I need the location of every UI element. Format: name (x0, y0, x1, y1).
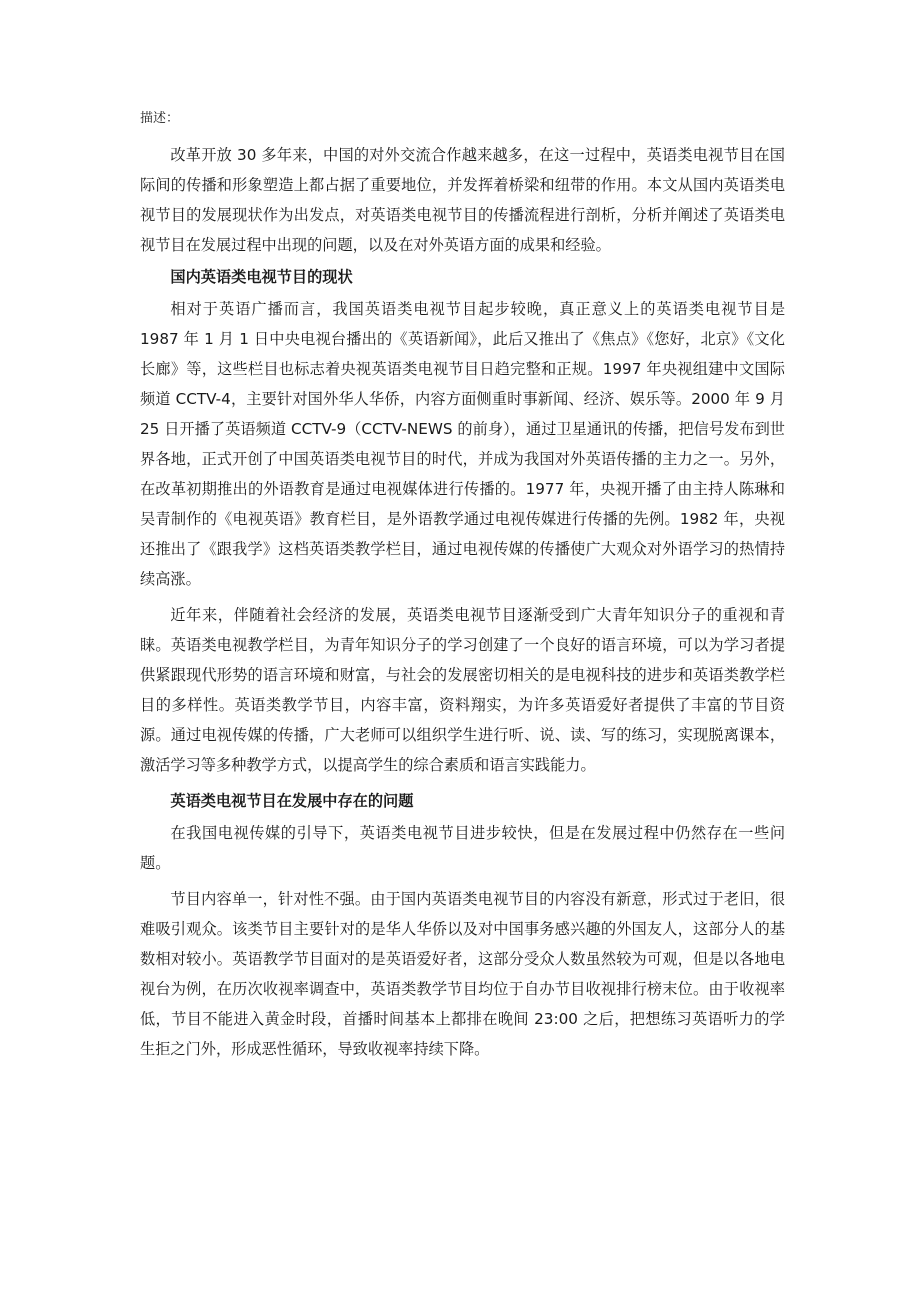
document-page (140, 108, 785, 1064)
status-paragraph-2: 近年来，伴随着社会经济的发展，英语类电视节目逐渐受到广大青年知识分子的重视和青睐。英语类电视教学栏目，为青年知识分子的学习创建了一个良好的语言环境，可以为学习者提供紧跟现代形势的语言环境和财富，与社会的发展密切相关的是电视科技的进步和英语类教学栏目的多样性。英语类教学节目，内容丰富，资料翔实，为许多英语爱好者提供了丰富的节目资源。通过电视传媒的传播，广大老师可以组织学生进行听、说、读、写的练习，实现脱离课本，激活学习等多种教学方式，以提高学生的综合素质和语言实践能力。 (140, 606, 785, 774)
description-label: 描述： (140, 111, 180, 126)
intro-paragraph: 改革开放 30 多年来，中国的对外交流合作越来越多，在这一过程中，英语类电视节目在国际间的传播和形象塑造上都占据了重要地位，并发挥着桥梁和纽带的作用。本文从国内英语类电视节目的发展现状作为出发点，对英语类电视节目的传播流程进行剖析，分析并阐述了英语类电视节目在发展过程中出现的问题，以及在对外英语方面的成果和经验。 (140, 146, 785, 254)
problems-paragraph-1: 在我国电视传媒的引导下，英语类电视节目进步较快，但是在发展过程中仍然存在一些问题。 (140, 824, 785, 872)
problems-paragraph-2: 节目内容单一，针对性不强。由于国内英语类电视节目的内容没有新意，形式过于老旧，很难吸引观众。该类节目主要针对的是华人华侨以及对中国事务感兴趣的外国友人，这部分人的基数相对较小。英语教学节目面对的是英语爱好者，这部分受众人数虽然较为可观，但是以各地电视台为例，在历次收视率调查中，英语类教学节目均位于自办节目收视排行榜末位。由于收视率低，节目不能进入黄金时段，首播时间基本上都排在晚间 23:00 之后，把想练习英语听力的学生拒之门外，形成恶性循环，导致收视率持续下降。 (140, 890, 785, 1058)
section-heading-problems: 英语类电视节目在发展中存在的问题 (170, 792, 414, 810)
status-paragraph-1: 相对于英语广播而言，我国英语类电视节目起步较晚，真正意义上的英语类电视节目是 1987 年 1 月 1 日中央电视台播出的《英语新闻》，此后又推出了《焦点》《您好，北京》《文化长廊》等，这些栏目也标志着央视英语类电视节目日趋完整和正规。1997 年央视组建中文国际频道 CCTV-4，主要针对国外华人华侨，内容方面侧重时事新闻、经济、娱乐等。2000 年 9 月 25 日开播了英语频道 CCTV-9（CCTV-NEWS 的前身），通过卫星通讯的传播，把信号发布到世界各地，正式开创了中国英语类电视节目的时代，并成为我国对外英语传播的主力之一。另外，在改革初期推出的外语教育是通过电视媒体进行传播的。1977 年，央视开播了由主持人陈琳和吴青制作的《电视英语》教育栏目，是外语教学通过电视传媒进行传播的先例。1982 年，央视还推出了《跟我学》这档英语类教学栏目，通过电视传媒的传播使广大观众对外语学习的热情持续高涨。 (140, 300, 785, 588)
section-heading-status: 国内英语类电视节目的现状 (170, 268, 353, 286)
